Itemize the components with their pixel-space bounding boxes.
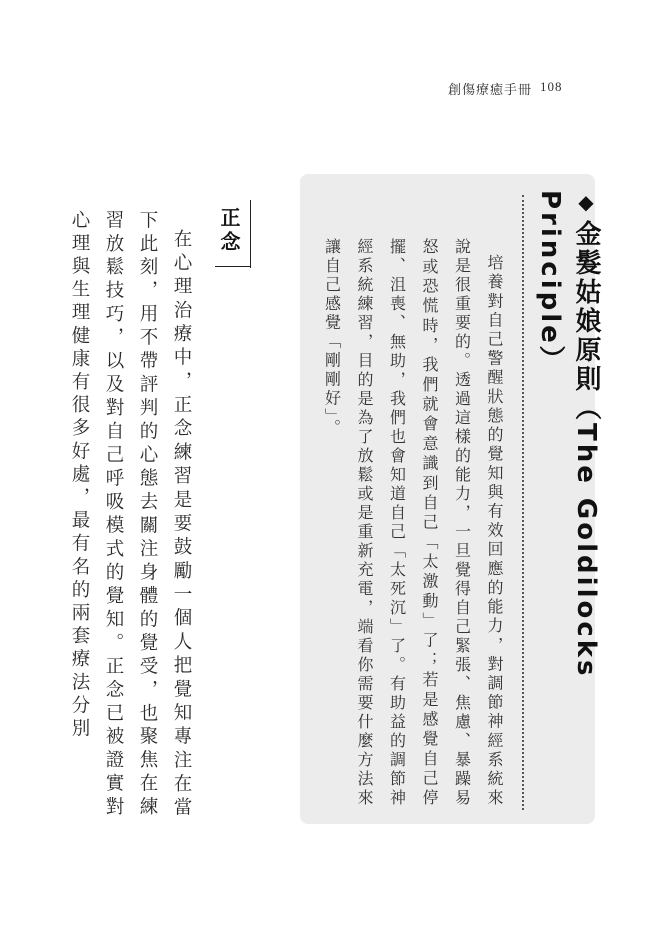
sidebar-body	[310, 238, 510, 808]
section-heading-underline	[215, 266, 251, 267]
running-header	[448, 79, 628, 98]
sidebar-title-text: 金髮姑娘原則（The Goldilocks Principle）	[535, 190, 601, 679]
section-heading: 正念	[217, 207, 241, 255]
sidebar-paragraph: 培養對自己警醒狀態的覺知與有效回應的能力，對調節神經系統來說是很重要的。透過這樣的能力，一旦覺得自己緊張、焦慮、暴躁易怒或恐慌時，我們就會意識到自己「太激動」了；若是感覺自己停擺、沮喪、無助，我們也會知道自己「太死沉」了。有助益的調節神經系統練習，目的是為了放鬆或是重新充電，端看你需要什麼方法來讓自己感覺「剛剛好」。	[322, 238, 504, 808]
book-title: 創傷療癒手冊	[448, 83, 533, 98]
diamond-icon: ◆	[574, 190, 598, 220]
body-paragraph: 在心理治療中，正念練習是要鼓勵一個人把覺知專注在當下此刻，用不帶評判的心態去關注身體的覺受，也聚焦在練習放鬆技巧，以及對自己呼吸模式的覺知。正念已被證實對心理與生理健康有很多好處，最有名的兩套療法分別	[69, 210, 192, 820]
page-number: 108	[540, 79, 563, 94]
dotted-divider	[522, 195, 524, 810]
body-text	[69, 210, 198, 820]
section-heading-rule	[250, 200, 251, 268]
sidebar-title	[532, 190, 604, 750]
